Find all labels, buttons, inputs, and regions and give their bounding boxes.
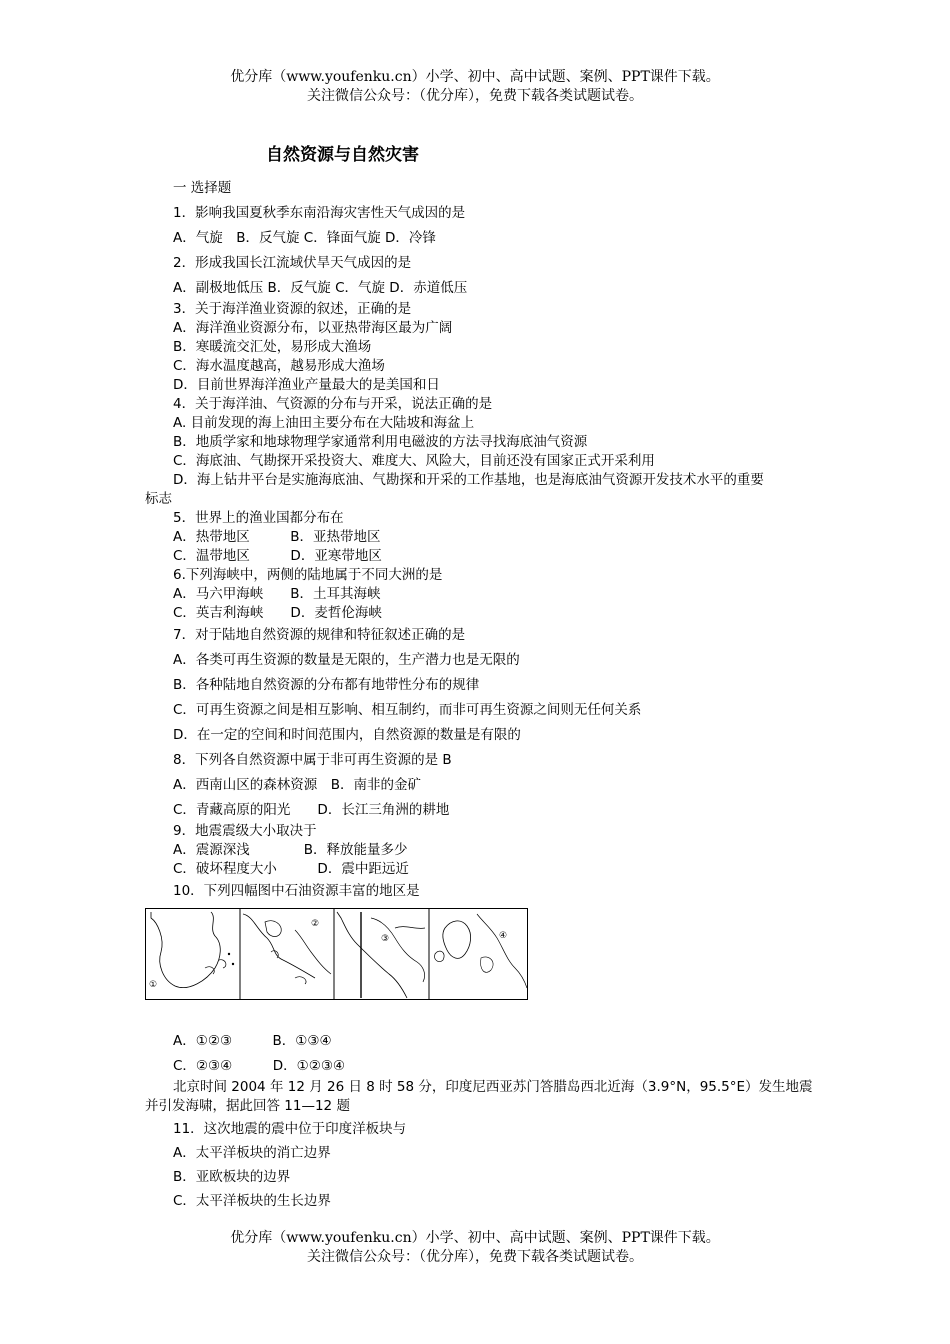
- header-line-1: 优分库（www.youfenku.cn）小学、初中、高中试题、案例、PPT课件下载。: [230, 69, 720, 85]
- question-9-options-ab: A．震源深浅 B．释放能量多少: [173, 842, 408, 858]
- question-3: 3．关于海洋渔业资源的叙述，正确的是: [173, 301, 412, 317]
- page-header: [0, 68, 950, 106]
- page-title: 自然资源与自然灾害: [266, 145, 419, 165]
- question-4: 4．关于海洋油、气资源的分布与开采，说法正确的是: [173, 396, 493, 412]
- question-2: 2．形成我国长江流域伏旱天气成因的是: [173, 255, 412, 271]
- question-7-option-b: B．各种陆地自然资源的分布都有地带性分布的规律: [173, 677, 480, 693]
- footer-line-2: 关注微信公众号：（优分库），免费下载各类试题试卷。: [307, 1249, 643, 1265]
- question-4-option-d-cont: 标志: [145, 491, 172, 507]
- question-9-options-cd: C．破坏程度大小 D．震中距远近: [173, 861, 409, 877]
- question-3-option-b: B．寒暖流交汇处，易形成大渔场: [173, 339, 372, 355]
- question-5: 5．世界上的渔业国都分布在: [173, 510, 344, 526]
- question-11-option-b: B．亚欧板块的边界: [173, 1169, 291, 1185]
- question-10-options-cd: C．②③④ D．①②③④: [173, 1058, 346, 1074]
- question-6-options-ab: A．马六甲海峡 B．土耳其海峡: [173, 586, 381, 602]
- passage-earthquake: 北京时间 2004 年 12 月 26 日 8 时 58 分，印度尼西亚苏门答腊岛西北近海（3.9°N，95.5°E）发生地震: [173, 1079, 813, 1095]
- question-11-option-c: C．太平洋板块的生长边界: [173, 1193, 331, 1209]
- question-6: 6.下列海峡中，两侧的陆地属于不同大洲的是: [173, 567, 443, 583]
- question-7-option-d: D．在一定的空间和时间范围内，自然资源的数量是有限的: [173, 727, 521, 743]
- footer-line-1: 优分库（www.youfenku.cn）小学、初中、高中试题、案例、PPT课件下载。: [230, 1230, 720, 1246]
- question-10: 10．下列四幅图中石油资源丰富的地区是: [173, 883, 420, 899]
- question-9: 9．地震震级大小取决于: [173, 823, 317, 839]
- question-8-options-ab: A．西南山区的森林资源 B．南非的金矿: [173, 777, 421, 793]
- question-1: 1．影响我国夏秋季东南沿海灾害性天气成因的是: [173, 205, 466, 221]
- question-11-option-a: A．太平洋板块的消亡边界: [173, 1145, 331, 1161]
- question-3-option-c: C．海水温度越高，越易形成大渔场: [173, 358, 385, 374]
- map-label-4: ④: [499, 931, 508, 941]
- header-line-2: 关注微信公众号：（优分库），免费下载各类试题试卷。: [307, 88, 643, 104]
- map-label-1: ①: [149, 980, 158, 990]
- question-10-options-ab: A．①②③ B．①③④: [173, 1033, 332, 1049]
- section-heading: 一 选择题: [173, 180, 232, 196]
- question-8: 8．下列各自然资源中属于非可再生资源的是 B: [173, 752, 452, 768]
- question-7: 7．对于陆地自然资源的规律和特征叙述正确的是: [173, 627, 466, 643]
- question-4-option-b: B．地质学家和地球物理学家通常利用电磁波的方法寻找海底油气资源: [173, 434, 588, 450]
- question-7-option-a: A．各类可再生资源的数量是无限的，生产潜力也是无限的: [173, 652, 520, 668]
- question-6-options-cd: C．英吉利海峡 D．麦哲伦海峡: [173, 605, 382, 621]
- map-label-2: ②: [311, 919, 320, 929]
- question-10-maps: [145, 908, 528, 1000]
- question-5-options-ab: A．热带地区 B．亚热带地区: [173, 529, 381, 545]
- four-region-maps: [145, 908, 528, 1000]
- question-1-options: A．气旋 B．反气旋 C．锋面气旋 D．冷锋: [173, 230, 436, 246]
- question-3-option-d: D．目前世界海洋渔业产量最大的是美国和日: [173, 377, 440, 393]
- question-2-options: A．副极地低压 B．反气旋 C．气旋 D．赤道低压: [173, 280, 468, 296]
- question-8-options-cd: C．青藏高原的阳光 D．长江三角洲的耕地: [173, 802, 450, 818]
- question-7-option-c: C．可再生资源之间是相互影响、相互制约，而非可再生资源之间则无任何关系: [173, 702, 642, 718]
- map-label-3: ③: [381, 934, 390, 944]
- passage-earthquake-cont: 并引发海啸，据此回答 11—12 题: [145, 1098, 350, 1114]
- question-4-option-d: D．海上钻井平台是实施海底油、气勘探和开采的工作基地，也是海底油气资源开发技术水平的重要: [173, 472, 764, 488]
- question-4-option-a: A. 目前发现的海上油田主要分布在大陆坡和海盆上: [173, 415, 475, 431]
- page-footer: [0, 1229, 950, 1267]
- question-3-option-a: A．海洋渔业资源分布，以亚热带海区最为广阔: [173, 320, 453, 336]
- question-5-options-cd: C．温带地区 D．亚寒带地区: [173, 548, 382, 564]
- question-11: 11．这次地震的震中位于印度洋板块与: [173, 1121, 407, 1137]
- question-4-option-c: C．海底油、气勘探开采投资大、难度大、风险大，目前还没有国家正式开采利用: [173, 453, 655, 469]
